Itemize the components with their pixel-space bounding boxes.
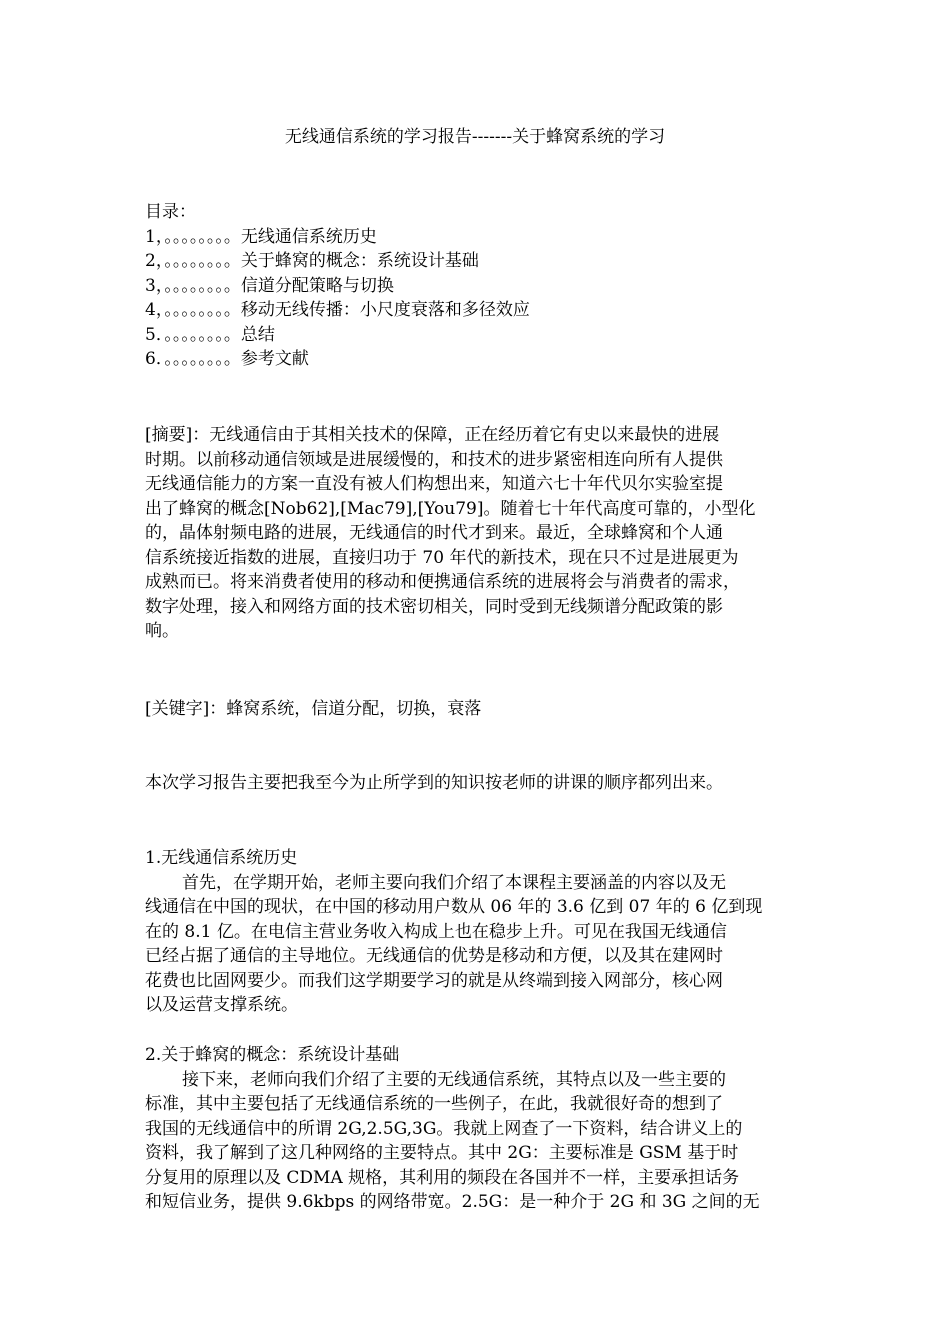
toc-item: 6．。。。。。。。。参考文献 — [145, 349, 309, 369]
section-line: 资料，我了解到了这几种网络的主要特点。其中 2G：主要标准是 GSM 基于时 — [145, 1143, 739, 1163]
section-line: 花费也比固网要少。而我们这学期要学习的就是从终端到接入网部分，核心网 — [145, 970, 723, 991]
abstract-line: 信系统接近指数的进展，直接归功于 70 年代的新技术，现在只不过是进展更为 — [145, 547, 739, 568]
section-line: 标准，其中主要包括了无线通信系统的一些例子，在此，我就很好奇的想到了 — [145, 1094, 723, 1114]
section-history — [145, 846, 810, 1018]
abstract-line: 出了蜂窝的概念[Nob62],[Mac79],[You79]。随着七十年代高度可靠的，小型化 — [145, 498, 756, 519]
toc-item: 4，。。。。。。。。移动无线传播：小尺度衰落和多径效应 — [145, 300, 530, 320]
section-line: 和短信业务，提供 9.6kbps 的网络带宽。2.5G：是一种介于 2G 和 3G 之间的无 — [145, 1192, 760, 1212]
section-cellular-concept — [145, 1043, 810, 1215]
section-line: 我国的无线通信中的所谓 2G,2.5G,3G。我就上网查了一下资料，结合讲义上的 — [145, 1118, 743, 1139]
intro-paragraph: 本次学习报告主要把我至今为止所学到的知识按老师的讲课的顺序都列出来。 — [145, 773, 723, 793]
keywords: [关键字]：蜂窝系统，信道分配，切换，衰落 — [145, 699, 482, 719]
abstract-line: 数字处理，接入和网络方面的技术密切相关，同时受到无线频谱分配政策的影 — [145, 596, 723, 617]
abstract-line: 的，晶体射频电路的进展，无线通信的时代才到来。最近，全球蜂窝和个人通 — [145, 523, 723, 543]
section-line: 已经占据了通信的主导地位。无线通信的优势是移动和方便，以及其在建网时 — [145, 946, 723, 966]
section-line: 首先，在学期开始，老师主要向我们介绍了本课程主要涵盖的内容以及无 — [182, 872, 726, 893]
section-line: 接下来，老师向我们介绍了主要的无线通信系统，其特点以及一些主要的 — [182, 1069, 726, 1090]
section-line: 以及运营支撑系统。 — [145, 995, 298, 1015]
abstract — [145, 423, 815, 644]
abstract-line: 时期。以前移动通信领域是进展缓慢的，和技术的进步紧密相连向所有人提供 — [145, 449, 723, 470]
section-heading: 2.关于蜂窝的概念：系统设计基础 — [145, 1045, 400, 1065]
table-of-contents — [145, 200, 825, 372]
abstract-line: [摘要]：无线通信由于其相关技术的保障，正在经历着它有史以来最快的进展 — [145, 425, 720, 445]
toc-heading: 目录： — [145, 202, 196, 222]
section-heading: 1.无线通信系统历史 — [145, 848, 298, 868]
toc-item: 3，。。。。。。。。信道分配策略与切换 — [145, 275, 394, 296]
section-line: 在的 8.1 亿。在电信主营业务收入构成上也在稳步上升。可见在我国无线通信 — [145, 921, 727, 942]
abstract-line: 响。 — [145, 621, 179, 641]
abstract-line: 无线通信能力的方案一直没有被人们构想出来，知道六七十年代贝尔实验室提 — [145, 474, 723, 494]
section-line: 线通信在中国的现状，在中国的移动用户数从 06 年的 3.6 亿到 07 年的 6 亿到现 — [145, 897, 763, 917]
toc-item: 5．。。。。。。。。总结 — [145, 324, 275, 345]
toc-item: 1，。。。。。。。。无线通信系统历史 — [145, 226, 377, 247]
document-title: 无线通信系统的学习报告-------关于蜂窝系统的学习 — [284, 127, 666, 147]
toc-item: 2，。。。。。。。。关于蜂窝的概念：系统设计基础 — [145, 251, 479, 271]
section-line: 分复用的原理以及 CDMA 规格，其利用的频段在各国并不一样，主要承担话务 — [145, 1167, 740, 1188]
abstract-line: 成熟而已。将来消费者使用的移动和便携通信系统的进展将会与消费者的需求， — [145, 572, 740, 592]
